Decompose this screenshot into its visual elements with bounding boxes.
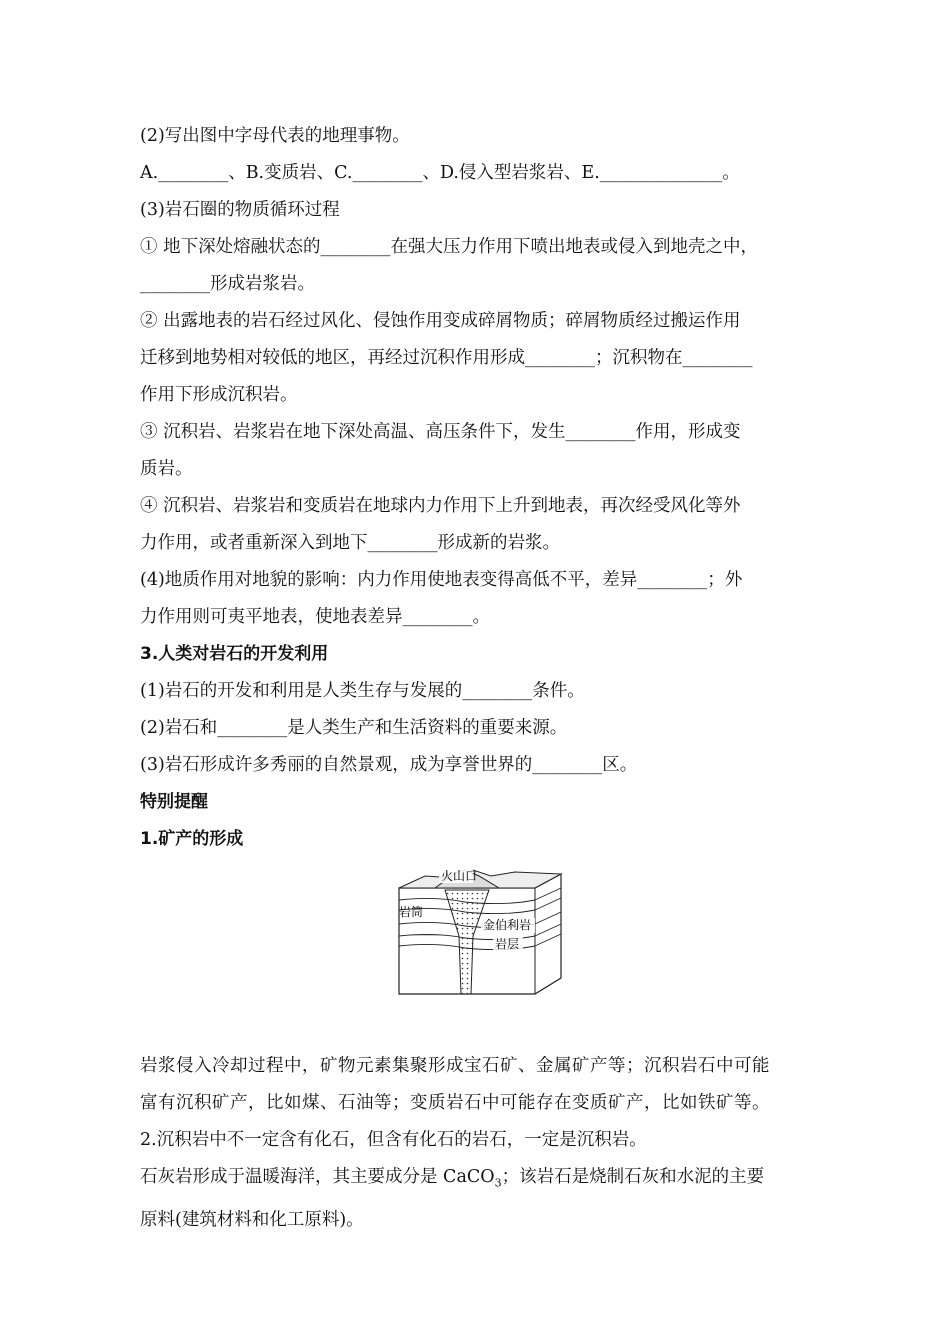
subscript: 3 [494,1176,502,1190]
text-line [140,1159,820,1202]
text-span: 石灰岩形成于温暖海洋，其主要成分是 CaCO [140,1167,495,1187]
text-line: 作用下形成沉积岩。 [140,385,298,405]
text-line: ________形成岩浆岩。 [140,274,315,294]
section-heading: 3.人类对岩石的开发利用 [140,644,329,664]
label-pipe: 岩筒 [399,905,424,919]
text-line: 岩浆侵入冷却过程中，矿物元素集聚形成宝石矿、金属矿产等；沉积岩石中可能 [140,1056,770,1076]
tip-heading: 特别提醒 [140,792,208,812]
text-line: 原料(建筑材料和化工原料)。 [140,1209,364,1230]
text-span: ；该岩石是烧制石灰和水泥的主要 [501,1167,765,1187]
document-page [140,118,820,1239]
text-line: ② 出露地表的岩石经过风化、侵蚀作用变成碎屑物质；碎屑物质经过搬运作用 [140,311,741,331]
text-line: (2)岩石和________是人类生产和生活资料的重要来源。 [140,718,568,738]
text-line: 富有沉积矿产，比如煤、石油等；变质岩石中可能存在变质矿产，比如铁矿等。 [140,1093,770,1113]
text-line: (1)岩石的开发和利用是人类生存与发展的________条件。 [140,681,585,701]
block-diagram-illustration [395,866,565,1006]
text-line: ④ 沉积岩、岩浆岩和变质岩在地球内力作用下上升到地表，再次经受风化等外 [140,496,741,516]
tip-notes [140,1048,820,1122]
text-line: 迁移到地势相对较低的地区，再经过沉积作用形成________；沉积物在________ [140,348,753,368]
text-line: (4)地质作用对地貌的影响：内力作用使地表变得高低不平，差异________；外 [140,570,743,590]
text-line: ③ 沉积岩、岩浆岩在地下深处高温、高压条件下，发生________作用，形成变 [140,422,741,442]
label-crater: 火山口 [441,869,478,883]
volcano-block-diagram [140,858,820,1048]
section-heading: (3)岩石圈的物质循环过程 [140,200,340,220]
text-line: 2.沉积岩中不一定含有化石，但含有化石的岩石，一定是沉积岩。 [140,1130,647,1150]
label-strata: 岩层 [495,937,520,951]
text-line: (2)写出图中字母代表的地理事物。 [140,126,410,146]
subsection-heading: 1.矿产的形成 [140,829,244,849]
text-line: 力作用则可夷平地表，使地表差异________。 [140,607,490,627]
label-kimberlite: 金伯利岩 [483,918,532,932]
fill-blank-line: A.________、B.变质岩、C.________、D.侵入型岩浆岩、E.______________。 [140,163,740,183]
text-line: (3)岩石形成许多秀丽的自然景观，成为享誉世界的________区。 [140,755,638,775]
text-line: ① 地下深处熔融状态的________在强大压力作用下喷出地表或侵入到地壳之中， [140,237,759,257]
text-line: 质岩。 [140,459,193,479]
text-line: 力作用，或者重新深入到地下________形成新的岩浆。 [140,533,560,553]
